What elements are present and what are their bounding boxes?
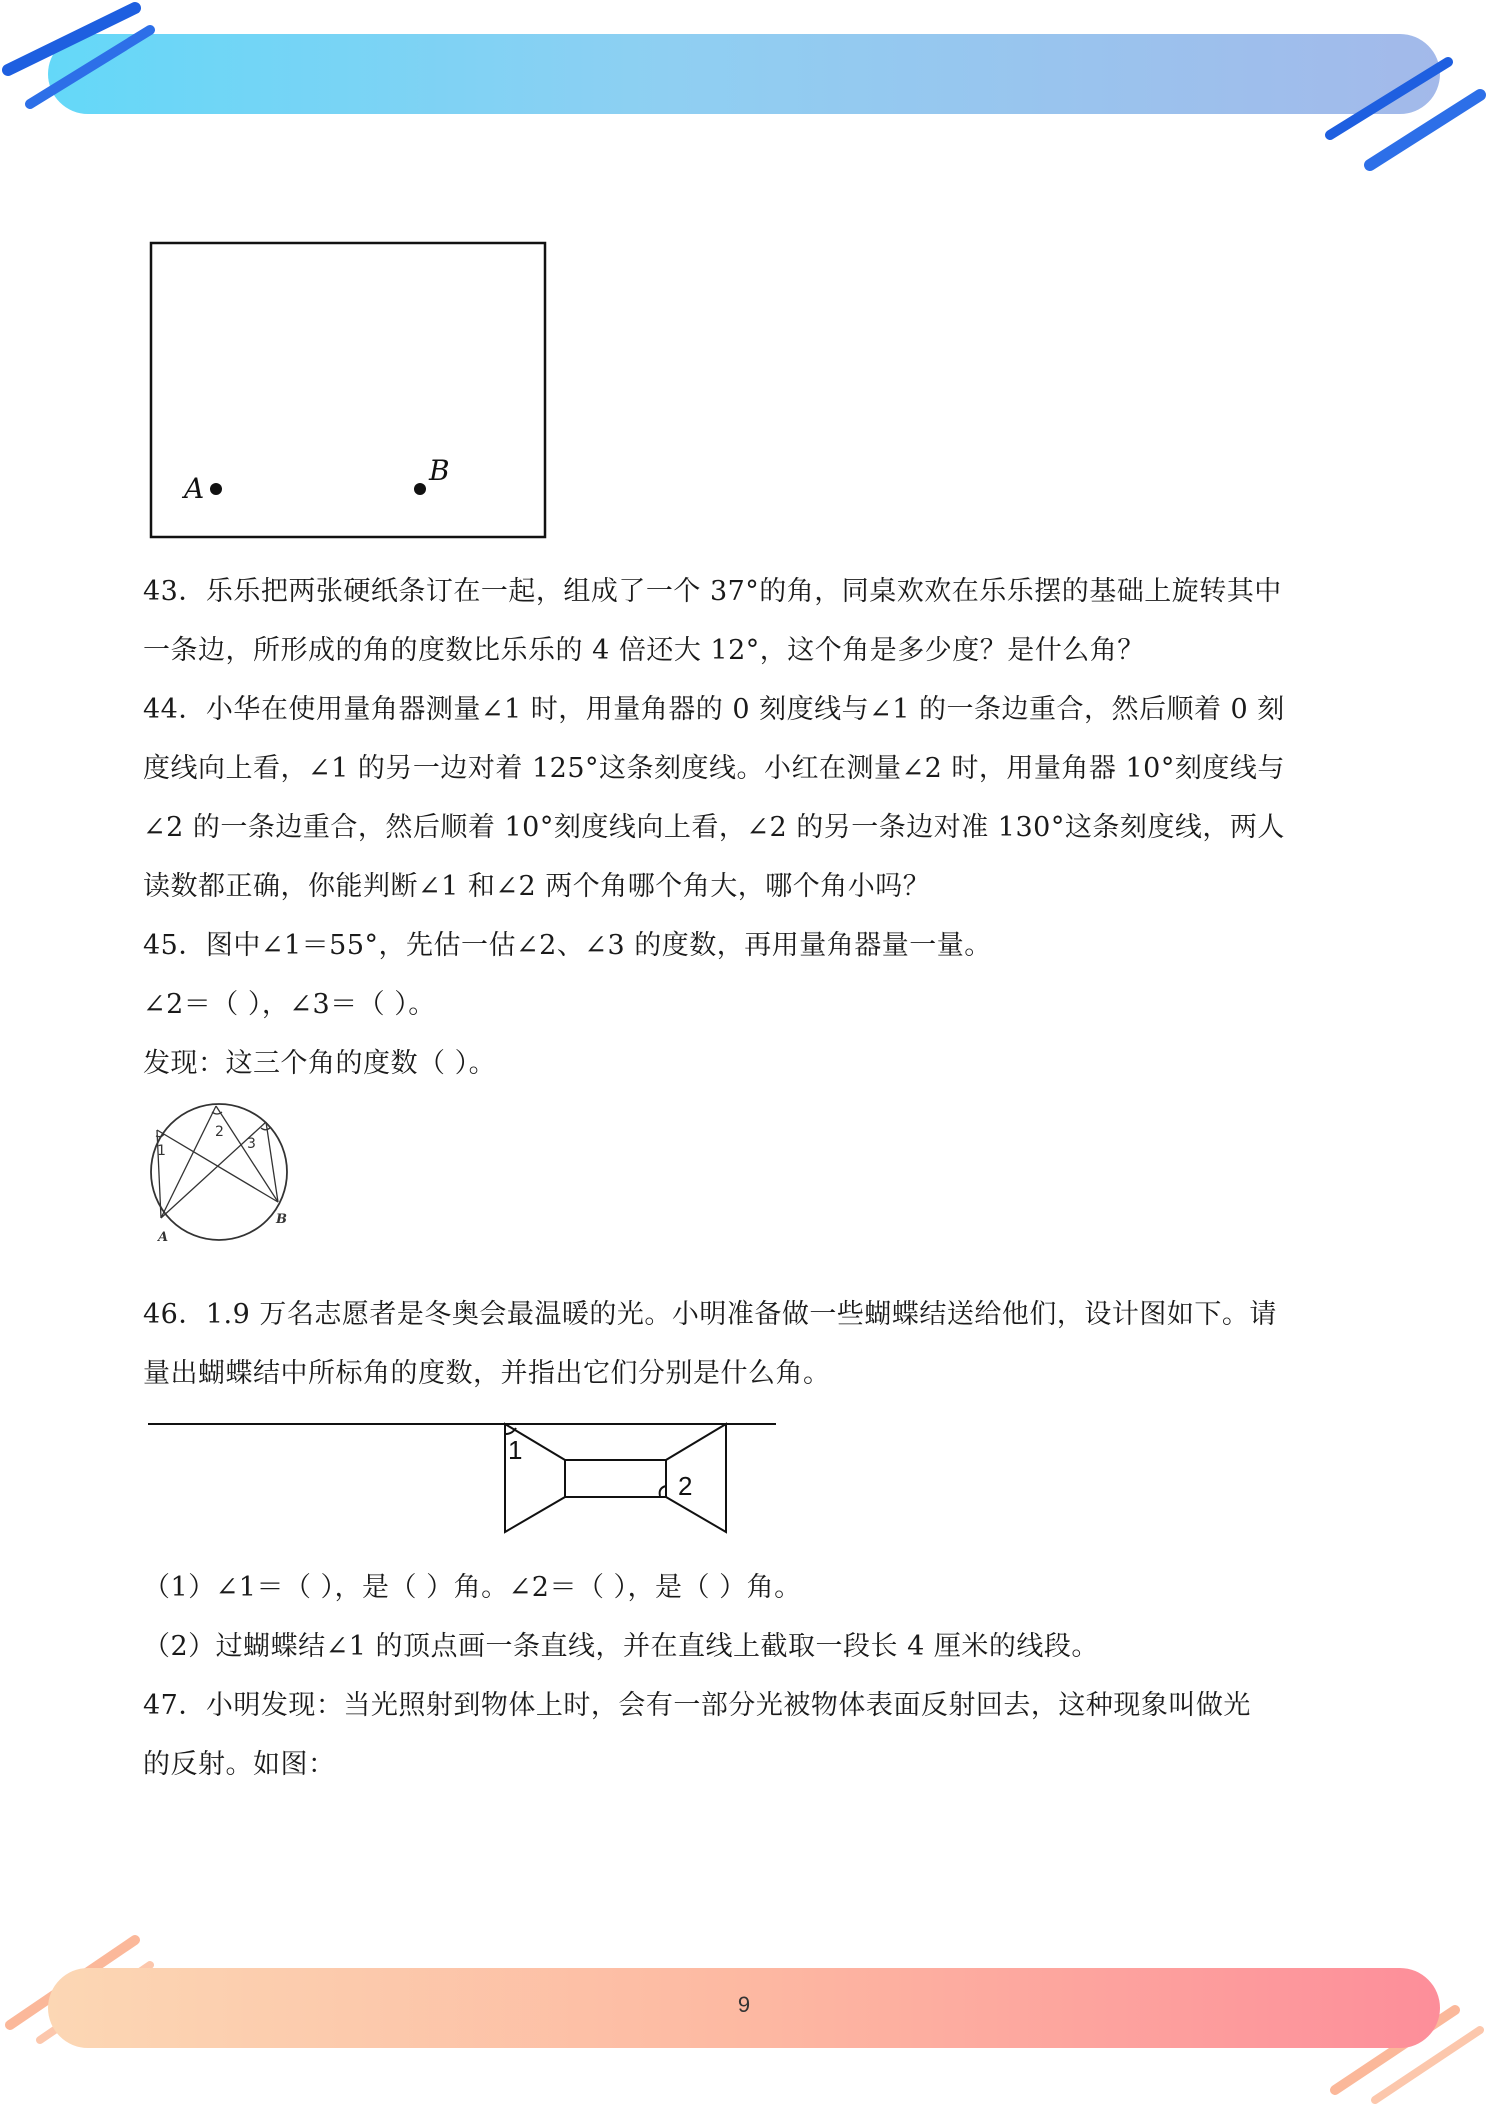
angle-2-label: 2 [215, 1124, 224, 1140]
q46-sub-2: （2）过蝴蝶结∠1 的顶点画一条直线，并在直线上截取一段长 4 厘米的线段。 [143, 1631, 1099, 1662]
q46-sub-1: （1）∠1＝（ ），是（ ）角。∠2＝（ ），是（ ）角。 [143, 1572, 802, 1603]
q46-line-1: 46．1.9 万名志愿者是冬奥会最温暖的光。小明准备做一些蝴蝶结送给他们，设计图如下。请 [143, 1299, 1277, 1330]
point-a [210, 483, 222, 495]
q44-line-2: 度线向上看，∠1 的另一边对着 125°这条刻度线。小红在测量∠2 时，用量角器 10°刻度线与 [143, 753, 1285, 784]
bow-angle-1-label: 1 [508, 1435, 523, 1465]
figure-frame [151, 243, 545, 537]
angle-1-arc [506, 1428, 516, 1434]
q47-line-2: 的反射。如图： [143, 1749, 336, 1780]
angle-1-label: 1 [157, 1143, 166, 1159]
point-b [414, 483, 426, 495]
bow-angle-2-label: 2 [678, 1471, 693, 1501]
q45-line-3: 发现：这三个角的度数（ ）。 [143, 1048, 497, 1079]
q45-line-2: ∠2＝（ ），∠3＝（ ）。 [143, 989, 436, 1020]
inscribed-angles-figure [140, 1100, 300, 1250]
q47-line-1: 47．小明发现：当光照射到物体上时，会有一部分光被物体表面反射回去，这种现象叫做光 [143, 1690, 1251, 1721]
q43-line-1: 43．乐乐把两张硬纸条订在一起，组成了一个 37°的角，同桌欢欢在乐乐摆的基础上旋转其中 [143, 576, 1282, 607]
q45-line-1: 45．图中∠1＝55°，先估一估∠2、∠3 的度数，再用量角器量一量。 [143, 930, 992, 961]
bow-right-wing [666, 1424, 726, 1532]
q43-line-2: 一条边，所形成的角的度数比乐乐的 4 倍还大 12°，这个角是多少度？是什么角？ [143, 635, 1145, 666]
q46-line-2: 量出蝴蝶结中所标角的度数，并指出它们分别是什么角。 [143, 1358, 831, 1389]
circle-point-a-label: A [158, 1230, 169, 1245]
angle-3-label: 3 [247, 1136, 256, 1152]
point-a-label: A [184, 472, 205, 505]
q44-line-3: ∠2 的一条边重合，然后顺着 10°刻度线向上看，∠2 的另一条边对准 130°这条刻度线，两人 [143, 812, 1285, 843]
point-b-label: B [429, 454, 450, 487]
circle-point-b-label: B [276, 1212, 287, 1227]
bow-knot [565, 1460, 666, 1497]
page-number: 9 [737, 1992, 751, 2017]
q44-line-1: 44．小华在使用量角器测量∠1 时，用量角器的 0 刻度线与∠1 的一条边重合，然后顺着 0 刻 [143, 694, 1285, 725]
bow-tie-figure [140, 1412, 790, 1537]
points-ab-figure [148, 240, 550, 542]
q44-line-4: 读数都正确，你能判断∠1 和∠2 两个角哪个角大，哪个角小吗？ [143, 871, 931, 902]
